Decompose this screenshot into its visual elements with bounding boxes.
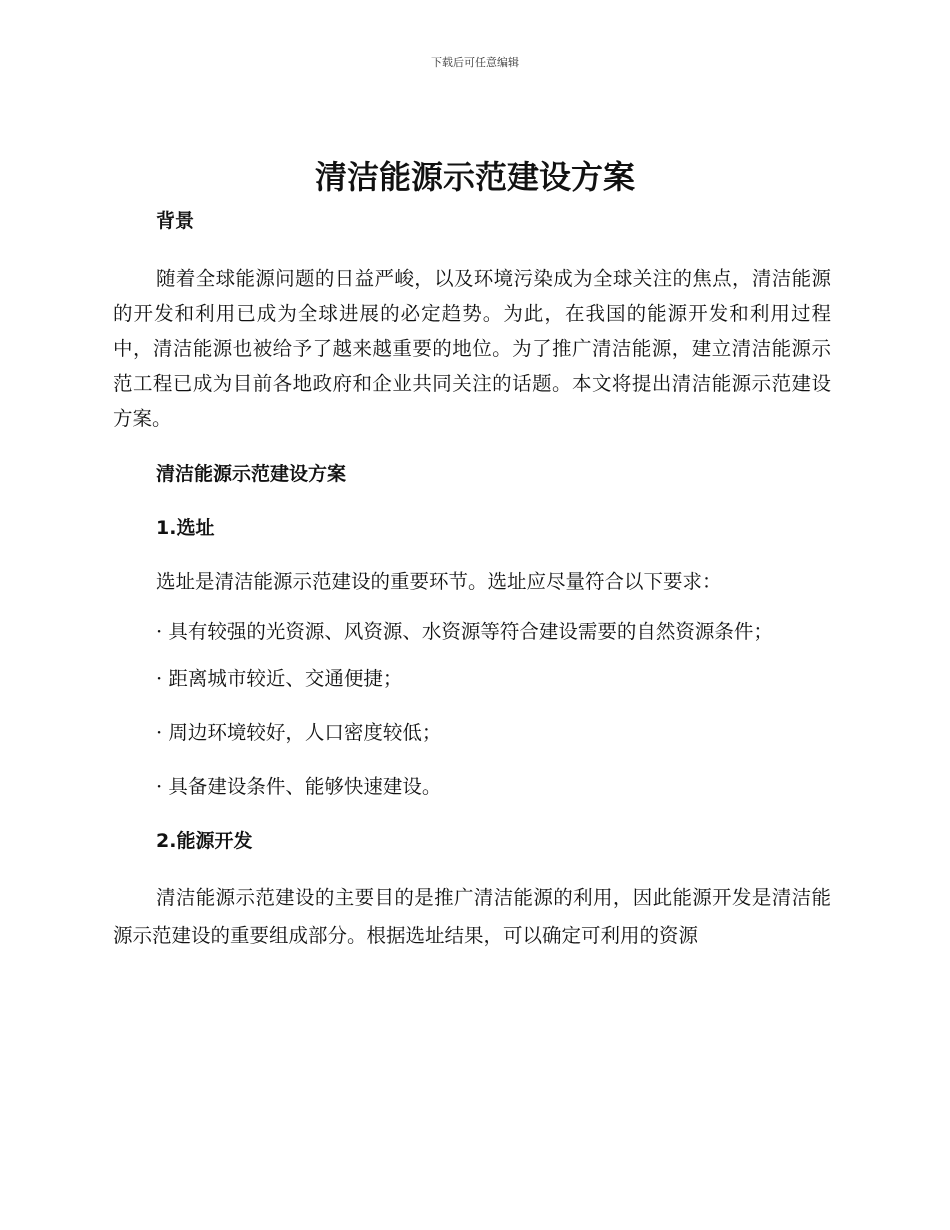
- section-heading-plan: 清洁能源示范建设方案: [156, 463, 347, 485]
- paragraph-energy: 清洁能源示范建设的主要目的是推广清洁能源的利用，因此能源开发是清洁能源示范建设的重要组成部分。根据选址结果，可以确定可利用的资源: [113, 886, 831, 947]
- document-body: [113, 205, 831, 955]
- site-bullet-4: · 具备建设条件、能够快速建设。: [156, 775, 442, 798]
- site-bullet-3: · 周边环境较好，人口密度较低；: [156, 721, 442, 744]
- site-bullet-1: · 具有较强的光资源、风资源、水资源等符合建设需要的自然资源条件；: [156, 620, 773, 643]
- document-title: 清洁能源示范建设方案: [314, 158, 635, 196]
- paragraph-background: 随着全球能源问题的日益严峻，以及环境污染成为全球关注的焦点，清洁能源的开发和利用已成为全球进展的必定趋势。为此，在我国的能源开发和利用过程中，清洁能源也被给予了越来越重要的地位。为了推广清洁能源，建立清洁能源示范工程已成为目前各地政府和企业共同关注的话题。本文将提出清洁能源示范建设方案。: [113, 267, 831, 430]
- section-heading-energy: 2.能源开发: [156, 830, 253, 852]
- paragraph-site-intro: 选址是清洁能源示范建设的重要环节。选址应尽量符合以下要求：: [156, 570, 722, 593]
- site-bullet-2: · 距离城市较近、交通便捷；: [156, 667, 403, 690]
- header-note: 下载后可任意编辑: [431, 56, 519, 69]
- section-heading-background: 背景: [156, 210, 195, 232]
- section-heading-site: 1.选址: [156, 517, 215, 539]
